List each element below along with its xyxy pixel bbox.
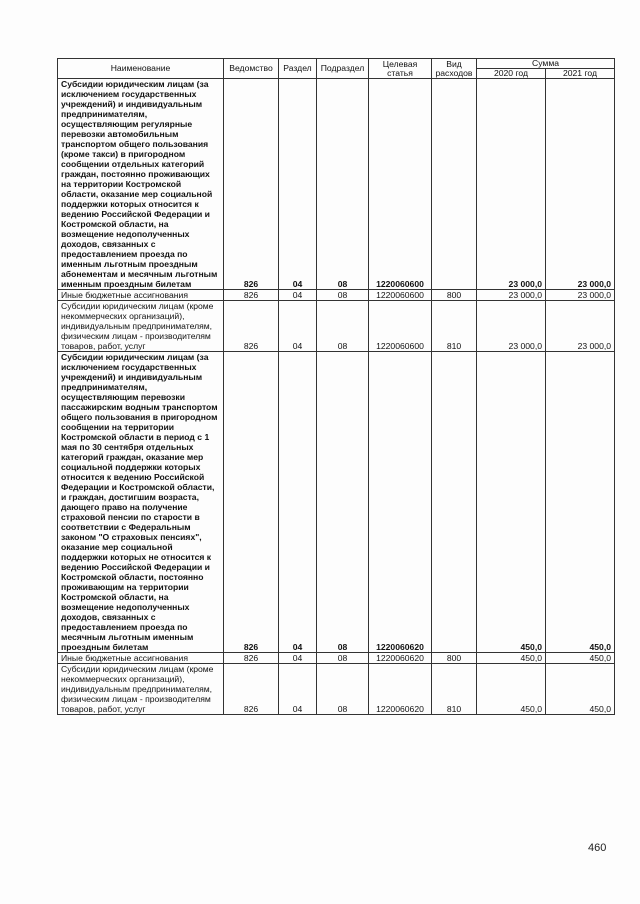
table-row bbox=[58, 653, 615, 664]
row-subsection: 08 bbox=[317, 352, 369, 653]
row-sum-2020: 23 000,0 bbox=[477, 290, 546, 301]
table-row bbox=[58, 664, 615, 715]
col-header-subsection: Подраздел bbox=[317, 59, 369, 79]
row-subsection: 08 bbox=[317, 301, 369, 352]
row-section: 04 bbox=[279, 290, 317, 301]
row-name: Субсидии юридическим лицам (кроме некоммерческих организаций), индивидуальным предпринимателям, физическим лицам - производителям товаров, работ, услуг bbox=[58, 664, 224, 715]
row-target: 1220060600 bbox=[369, 79, 432, 290]
col-header-sum: Сумма bbox=[477, 59, 615, 69]
row-name: Субсидии юридическим лицам (за исключением государственных учреждений) и индивидуальным предпринимателям, осуществляющим регулярные перевозки автомобильным транспортом общего пользования (кроме такси) в пригородном сообщении отдельных категорий граждан, постоянно проживающих на территории Костромской области, оказание мер социальной поддержки которых относится к ведению Российской Федерации и Костромской области, на возмещение недополученных доходов, связанных с предоставлением проезда по именным льготным проездным абонементам и месячным льготным именным проездным билетам bbox=[58, 79, 224, 290]
row-section: 04 bbox=[279, 664, 317, 715]
budget-table bbox=[57, 58, 615, 715]
row-name: Иные бюджетные ассигнования bbox=[58, 290, 224, 301]
row-sum-2020: 23 000,0 bbox=[477, 79, 546, 290]
row-sum-2021: 450,0 bbox=[546, 352, 615, 653]
row-target: 1220060620 bbox=[369, 653, 432, 664]
row-section: 04 bbox=[279, 301, 317, 352]
row-expense-type: 810 bbox=[432, 301, 477, 352]
row-expense-type: 800 bbox=[432, 653, 477, 664]
row-sum-2020: 450,0 bbox=[477, 352, 546, 653]
row-section: 04 bbox=[279, 653, 317, 664]
row-target: 1220060600 bbox=[369, 290, 432, 301]
row-subsection: 08 bbox=[317, 653, 369, 664]
row-subsection: 08 bbox=[317, 664, 369, 715]
row-sum-2021: 23 000,0 bbox=[546, 301, 615, 352]
col-header-name: Наименование bbox=[58, 59, 224, 79]
col-header-2021: 2021 год bbox=[546, 69, 615, 79]
row-expense-type bbox=[432, 79, 477, 290]
col-header-expense-type: Вид расходов bbox=[432, 59, 477, 79]
col-header-2020: 2020 год bbox=[477, 69, 546, 79]
row-subsection: 08 bbox=[317, 79, 369, 290]
row-target: 1220060620 bbox=[369, 352, 432, 653]
row-section: 04 bbox=[279, 79, 317, 290]
row-sum-2020: 23 000,0 bbox=[477, 301, 546, 352]
row-sum-2020: 450,0 bbox=[477, 664, 546, 715]
col-header-department: Ведомство bbox=[224, 59, 279, 79]
row-name: Иные бюджетные ассигнования bbox=[58, 653, 224, 664]
row-name: Субсидии юридическим лицам (кроме некоммерческих организаций), индивидуальным предпринимателям, физическим лицам - производителям товаров, работ, услуг bbox=[58, 301, 224, 352]
row-sum-2021: 450,0 bbox=[546, 664, 615, 715]
row-sum-2020: 450,0 bbox=[477, 653, 546, 664]
row-department: 826 bbox=[224, 290, 279, 301]
table-row bbox=[58, 352, 615, 653]
table-row bbox=[58, 290, 615, 301]
row-expense-type bbox=[432, 352, 477, 653]
row-subsection: 08 bbox=[317, 290, 369, 301]
row-target: 1220060600 bbox=[369, 301, 432, 352]
row-name: Субсидии юридическим лицам (за исключением государственных учреждений) и индивидуальным предпринимателям, осуществляющим перевозки пассажирским водным транспортом общего пользования в пригородном сообщении на территории Костромской области в период с 1 мая по 30 сентября отдельных категорий граждан, оказание мер социальной поддержки которых относится к ведению Российской Федерации и Костромской области, и граждан, достигшим возраста, дающего право на получение страховой пенсии по старости в соответствии с Федеральным законом "О страховых пенсиях", оказание мер социальной поддержки которых не относится к ведению Российской Федерации и Костромской области, постоянно проживающим на территории Костромской области, на возмещение недополученных доходов, связанных с предоставлением проезда по месячным льготным именным проездным билетам bbox=[58, 352, 224, 653]
row-target: 1220060620 bbox=[369, 664, 432, 715]
row-expense-type: 800 bbox=[432, 290, 477, 301]
page-number: 460 bbox=[588, 842, 607, 854]
row-department: 826 bbox=[224, 79, 279, 290]
row-sum-2021: 23 000,0 bbox=[546, 79, 615, 290]
row-department: 826 bbox=[224, 301, 279, 352]
row-sum-2021: 23 000,0 bbox=[546, 290, 615, 301]
col-header-section: Раздел bbox=[279, 59, 317, 79]
row-expense-type: 810 bbox=[432, 664, 477, 715]
row-sum-2021: 450,0 bbox=[546, 653, 615, 664]
row-section: 04 bbox=[279, 352, 317, 653]
row-department: 826 bbox=[224, 653, 279, 664]
row-department: 826 bbox=[224, 664, 279, 715]
table-row bbox=[58, 79, 615, 290]
table-row bbox=[58, 301, 615, 352]
row-department: 826 bbox=[224, 352, 279, 653]
col-header-target: Целевая статья bbox=[369, 59, 432, 79]
